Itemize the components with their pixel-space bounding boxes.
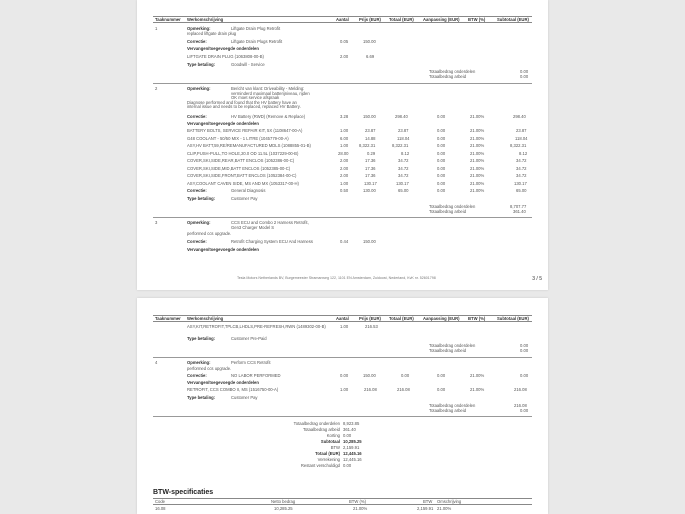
part-btw: 21.00% [470,150,485,156]
vervangen-label: Vervangen/toegevoegde onderdelen [187,121,259,126]
part-sub: 23.87 [516,128,527,133]
opmerking-text: verminderd maximaal batterijniveau, rijden [231,90,310,96]
part-name: CLIP,PUSH-PULL,TO HOLE,20.0 OD 11.5L (1037229-00-B) [187,150,299,156]
part-total: 118.04 [397,135,410,141]
btw-col-code: Code [155,499,166,504]
btw-col-netto: Netto bedrag [271,499,296,504]
task-number: 1 [155,26,158,31]
totals-value: 0.00 [343,463,352,468]
part-total: 34.72 [398,165,409,171]
col-aantal: Aantal [336,316,349,321]
part-qty: 2.00 [340,173,349,178]
part-price: 216.53 [365,324,378,329]
totals-value: 12,445.16 [343,451,362,456]
type-betaling-value: Goodwill - Service [231,62,265,67]
opmerking-text: CCS ECU and Combo 2 Harness Retrofit, [231,220,309,225]
col-werkomschrijving: Werkomschrijving [187,17,224,22]
opmerking-text: Perform CCS Retrofit [231,360,271,365]
correctie-btw: 21.00% [470,188,485,193]
totals-label: Korting [326,433,340,438]
part-price: 23.87 [365,128,376,133]
part-sub: 8,322.31 [510,143,527,148]
invoice-page-3 [137,0,548,290]
correctie-qty: 3.28 [340,114,349,119]
part-price: 6.69 [366,54,375,59]
part-sub: 34.72 [516,173,527,178]
part-btw: 21.00% [470,128,485,133]
part-adj: 0.00 [437,143,446,148]
tot-arbeid-value: 0.00 [520,348,529,353]
correctie-sub: 298.40 [513,114,526,119]
col-prijs: Prijs (EUR) [359,17,381,22]
invoice-page-4 [137,298,548,514]
totals-label: Restant verschuldigd [300,463,340,468]
tot-onderdelen-value: 0.00 [520,343,529,348]
btw-omschrijving: 21.00% [437,506,452,511]
part-total: 34.72 [398,173,409,178]
btw-col-btw: BTW [423,499,433,504]
part-sub: 8.12 [519,150,528,156]
part-name: ASY,HV BATT,59,RE/REMANUFACTURED MDLS (1088855-01-B) [187,143,311,148]
part-total: 8,322.31 [392,143,409,148]
part-btw: 21.00% [470,180,485,186]
correctie-total: 65.00 [398,188,409,193]
opmerking-text: OK moet service afspraak [231,95,280,100]
divider [153,217,532,218]
part-qty: 28.00 [338,150,349,156]
tot-onderdelen-label: Totaalbedrag onderdelen [429,403,476,408]
correctie-price: 150.00 [363,239,376,244]
part-qty: 1.00 [340,128,349,133]
btw-col-omschrijving: Omschrijving [437,499,462,504]
tot-arbeid-label: Totaalbedrag arbeid [429,408,467,413]
totals-label: Totaalbedrag onderdelen [293,421,340,426]
part-price: 130.17 [364,180,377,186]
correctie-text: Liftgate Drain Plugs Retrofit [231,39,283,44]
part-adj: 0.00 [437,387,446,392]
type-betaling-value: Customer Pay [231,195,258,201]
col-subtotaal: Subtotaal (EUR) [497,316,529,321]
totals-label: Totaal (EUR) [315,451,340,456]
part-adj: 0.00 [437,128,446,133]
part-sub: 34.72 [516,158,527,163]
part-name: ASY,KIT,RETROFIT,TPLCB,LHDLS,PRE-REFRESH,RWN (1489302-00-B) [187,324,326,329]
correctie-text: NO LABOR PERFORMED [231,373,281,378]
tot-arbeid-value: 0.00 [520,74,529,79]
part-price: 17.36 [365,165,376,171]
correctie-text: HV Battery (RWD) (Remove & Replace) [231,114,306,119]
type-betaling-value: Customer Pay [231,395,258,400]
part-price: 17.36 [365,158,376,163]
col-werkomschrijving: Werkomschrijving [187,316,224,321]
part-name: BATTERY BOLTS, SERVICE REPAIR KIT, 5X (1108647-00-A) [187,128,303,133]
col-aanpassing: Aanpassing (EUR) [423,17,460,22]
part-qty: 1.00 [340,180,349,186]
col-btw: BTW (%) [468,17,486,22]
task-number: 2 [155,86,158,91]
col-prijs: Prijs (EUR) [359,316,381,321]
divider [153,83,532,84]
correctie-total: 298.40 [395,114,408,119]
correctie-price: 150.00 [363,373,376,378]
correctie-text: General Diagnosis [231,188,266,193]
part-qty: 2.00 [340,165,349,171]
opmerking-text: Diagnose performed and found that the HV battery have an [187,99,297,105]
part-price: 17.36 [365,173,376,178]
col-taaknummer: Taaknummer [155,17,181,22]
part-sub: 118.04 [515,135,528,141]
opmerking-text: Bericht van klant: Driveability - Melding: [231,86,305,91]
task-number: 3 [155,220,158,225]
col-subtotaal: Subtotaal (EUR) [497,17,529,22]
part-name: COVER,SKI,SIDE,REAR,BATT ENCLOS (1052386-00-C) [187,158,295,163]
correctie-text: Retrofit Charging System ECU And Harness [231,239,313,244]
part-sub: 216.08 [514,387,527,392]
totals-value: 0.00 [343,433,352,438]
tot-arbeid-value: 0.00 [520,408,529,413]
opmerking-text-2: replaced liftgate drain plug [187,31,237,36]
correctie-adj: 0.00 [437,114,446,119]
part-btw: 21.00% [470,173,485,178]
part-sub: 34.72 [516,165,527,171]
part-total: 34.72 [398,158,409,163]
part-qty: 1.00 [340,143,349,148]
opmerking-text: performed ccs upgrade. [187,231,232,236]
correctie-btw: 21.00% [470,114,485,119]
part-price: 0.29 [367,150,376,156]
part-qty: 1.00 [340,324,349,329]
col-btw: BTW (%) [468,316,486,321]
part-qty: 2.00 [340,158,349,163]
type-betaling-label: Type betaling: [187,336,216,341]
part-adj: 0.00 [437,158,446,163]
totals-value: 8,923.85 [343,421,360,426]
btw-section-title: BTW-specificaties [153,489,214,496]
part-btw: 21.00% [470,158,485,163]
part-qty: 1.00 [340,387,349,392]
part-name: COVER,SKI,SIDE,FRONT,BATT ENCLOS (1052384-00-C) [187,173,297,178]
part-qty: 6.00 [340,135,349,141]
part-total: 8.12 [401,150,410,156]
correctie-qty: 0.44 [340,239,349,244]
part-adj: 0.00 [437,173,446,178]
tot-onderdelen-label: Totaalbedrag onderdelen [429,69,476,74]
part-total: 216.08 [397,387,410,392]
btw-code: 16.08 [155,506,166,511]
part-total: 23.87 [398,128,409,133]
btw-table-header [153,498,532,505]
type-betaling-value: Customer Pre-Paid [231,336,267,341]
part-btw: 21.00% [470,387,485,392]
opmerking-label: Opmerking: [187,220,211,225]
correctie-sub: 65.00 [516,188,527,193]
part-btw: 21.00% [470,143,485,148]
totals-label: Subtotaal [320,439,340,444]
btw-amount: 2,159.91 [417,506,434,511]
totals-value: 361.40 [343,427,356,432]
correctie-label: Correctie: [187,373,207,378]
part-sub: 130.17 [514,180,527,186]
col-aantal: Aantal [336,17,349,22]
type-betaling-label: Type betaling: [187,395,216,400]
correctie-label: Correctie: [187,39,207,44]
col-aanpassing: Aanpassing (EUR) [423,316,460,321]
totals-label: Totaalbedrag arbeid [302,427,340,432]
correctie-adj: 0.00 [437,188,446,193]
tot-onderdelen-value: 216.08 [514,403,527,408]
correctie-price: 130.00 [363,188,376,193]
vervangen-label: Vervangen/toegevoegde onderdelen [187,380,259,385]
type-betaling-label: Type betaling: [187,62,216,67]
correctie-adj: 0.00 [437,373,446,378]
correctie-price: 150.00 [363,39,376,44]
part-total: 130.17 [396,180,409,186]
tot-arbeid-label: Totaalbedrag arbeid [429,74,467,79]
correctie-btw: 21.00% [470,373,485,378]
tot-onderdelen-value: 0.00 [520,69,529,74]
totals-label: Verrekening [317,457,340,462]
part-adj: 0.00 [437,150,446,156]
totals-value: 2,159.91 [343,445,360,450]
part-name: ASY,COOLANT CAVEN SIDE, MS AND MX (1053317-00-H) [187,180,299,186]
page-footer: Tesla Motors Netherlands BV, Burgemeester Stramanweg 122, 1101 EN Amsterdam, Zuidoost, Nederland, KvK nr. 52601798 [237,276,436,280]
tot-onderdelen-label: Totaalbedrag onderdelen [429,343,476,348]
correctie-label: Correctie: [187,114,207,119]
correctie-label: Correctie: [187,239,207,244]
tot-arbeid-label: Totaalbedrag arbeid [429,348,467,353]
tot-arbeid-value: 361.40 [513,209,526,214]
divider [153,357,532,358]
page-number: 3 / 5 [532,276,542,282]
divider [153,416,532,417]
vervangen-label: Vervangen/toegevoegde onderdelen [187,46,259,51]
part-adj: 0.00 [437,180,446,186]
correctie-qty: 0.50 [340,188,349,193]
col-totaal: Totaal (EUR) [389,17,414,22]
part-btw: 21.00% [470,165,485,171]
totals-value: 12,445.16 [343,457,362,462]
tot-arbeid-label: Totaalbedrag arbeid [429,209,467,214]
part-price: 216.08 [364,387,377,392]
task-number: 4 [155,360,158,365]
totals-label: BTW [330,445,340,450]
part-name: G48 COOLANT - 50/50 MIX - 1 LITRE (1045779-00-A) [187,135,289,141]
part-adj: 0.00 [437,165,446,171]
correctie-qty: 0.05 [340,39,349,44]
btw-netto: 10,285.25 [274,506,293,511]
opmerking-text: internal issue and needs to be replaced, replaced HV Battery. [187,104,301,109]
correctie-qty: 0.00 [340,373,349,378]
part-price: 14.88 [365,135,376,141]
part-adj: 0.00 [437,135,446,141]
part-price: 8,322.31 [359,143,376,148]
col-taaknummer: Taaknummer [155,316,181,321]
part-name: LIFTGATE DRAIN PLUG (1063808-00-B) [187,54,264,59]
part-name: COVER,SKI,SIDE,MID,BATT ENCLOS (1052385-00-C) [187,165,291,171]
part-name: RETROFIT, CCS COMBO II, MS (1516750-00-A) [187,387,279,392]
correctie-price: 150.00 [363,114,376,119]
correctie-sub: 0.00 [520,373,529,378]
opmerking-label: Opmerking: [187,360,211,365]
btw-col-pct: BTW (%) [349,499,366,504]
btw-pct: 21.00% [353,506,368,511]
col-totaal: Totaal (EUR) [389,316,414,321]
opmerking-label: Opmerking: [187,86,211,91]
part-btw: 21.00% [470,135,485,141]
type-betaling-label: Type betaling: [187,195,216,201]
opmerking-text: performed ccs upgrade. [187,366,232,371]
opmerking-text: Liftgate Drain Plug Retrofit [231,26,281,31]
part-qty: 2.00 [340,54,349,59]
tot-onderdelen-value: 8,707.77 [510,204,527,209]
totals-value: 10,285.25 [343,439,362,444]
vervangen-label: Vervangen/toegevoegde onderdelen [187,247,259,252]
opmerking-label: Opmerking: [187,26,211,31]
correctie-label: Correctie: [187,188,207,193]
correctie-total: 0.00 [401,373,410,378]
tot-onderdelen-label: Totaalbedrag onderdelen [429,204,476,209]
opmerking-text: Gen3 Charger Model S [231,224,275,230]
